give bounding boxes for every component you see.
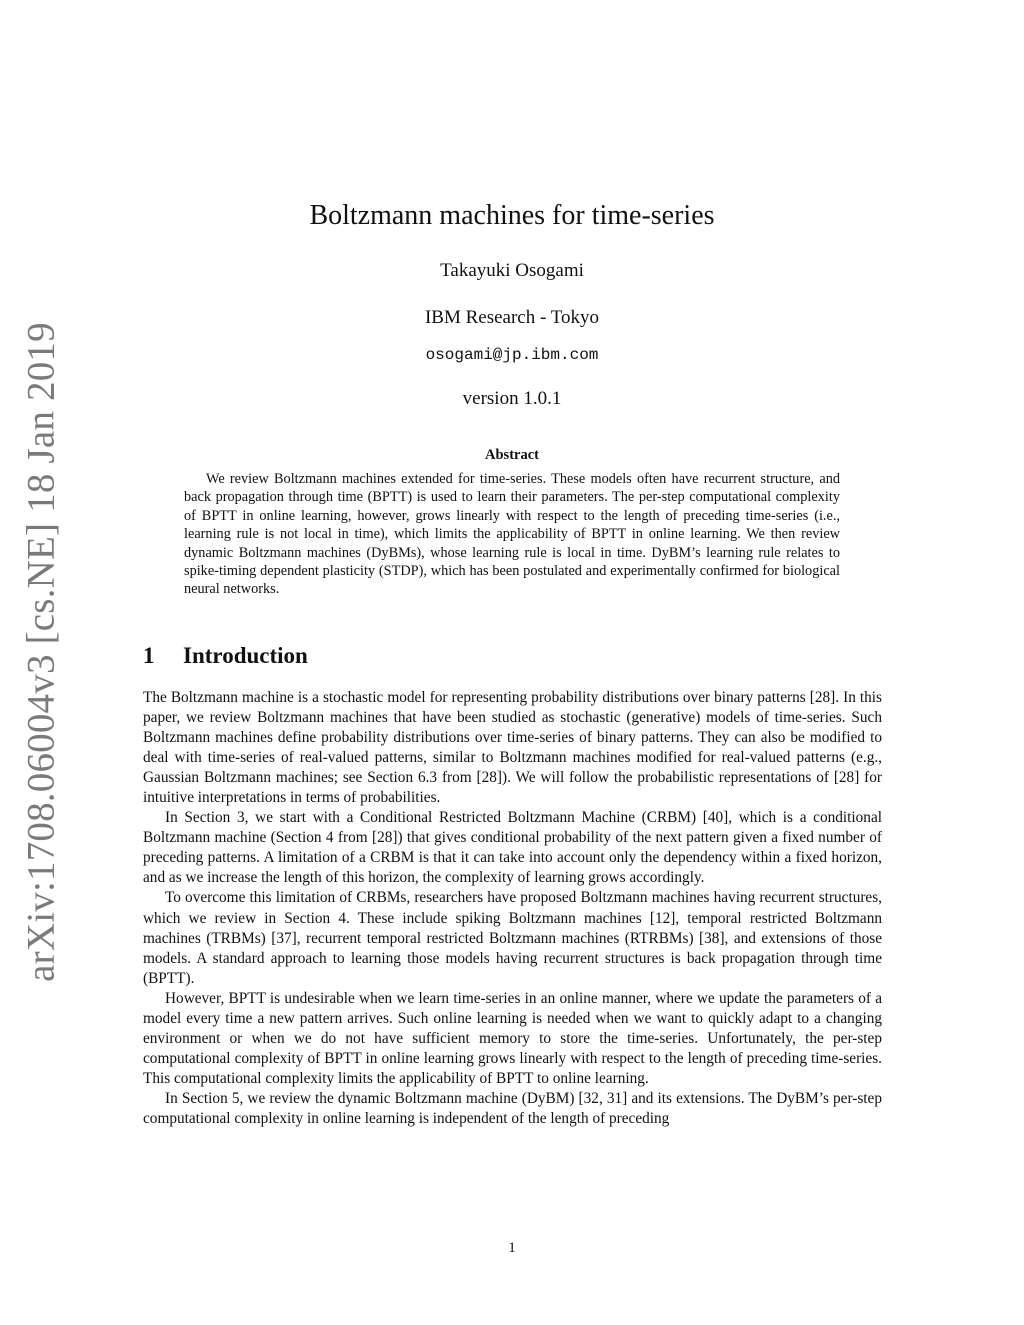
- page-number: 1: [508, 1240, 516, 1256]
- section-title: Introduction: [183, 643, 308, 668]
- body-text: [143, 688, 882, 1129]
- abstract: [184, 470, 840, 599]
- section-heading: [143, 643, 308, 669]
- arxiv-stamp-text: arXiv:1708.06004v3 [cs.NE] 18 Jan 2019: [19, 322, 63, 982]
- paragraph: In Section 5, we review the dynamic Boltzmann machine (DyBM) [32, 31] and its extensions. The DyBM’s per-step computational complexity in online learning is independent of the length of preceding: [143, 1089, 882, 1127]
- affiliation: IBM Research - Tokyo: [424, 307, 600, 328]
- abstract-heading: Abstract: [485, 447, 539, 463]
- author-email: osogami@jp.ibm.com: [425, 346, 599, 364]
- paragraph: To overcome this limitation of CRBMs, researchers have proposed Boltzmann machines having recurrent structures, which we review in Section 4. These include spiking Boltzmann machines [12], temporal restricted Boltzmann machines (TRBMs) [37], recurrent temporal restricted Boltzmann machines (RTRBMs) [38], and extensions of those models. A standard approach to learning those models having recurrent structures is back propagation through time (BPTT).: [143, 889, 882, 987]
- paragraph: In Section 3, we start with a Conditional Restricted Boltzmann Machine (CRBM) [40], which is a conditional Boltzmann machine (Section 4 from [28]) that gives conditional probability of the next pattern given a fixed number of preceding patterns. A limitation of a CRBM is that it can take into account only the dependency within a fixed horizon, and as we increase the length of this horizon, the complexity of learning grows accordingly.: [143, 809, 882, 887]
- author-name: Takayuki Osogami: [440, 260, 584, 281]
- abstract-text: We review Boltzmann machines extended for time-series. These models often have recurrent structure, and back propagation through time (BPTT) is used to learn their parameters. The per-step computational complexity of BPTT in online learning, however, grows linearly with respect to the length of preceding time-series (i.e., learning rule is not local in time), which limits the applicability of BPTT in online learning. We then review dynamic Boltzmann machines (DyBMs), whose learning rule is local in time. DyBM’s learning rule relates to spike-timing dependent plasticity (STDP), which has been postulated and experimentally confirmed for biological neural networks.: [184, 471, 840, 598]
- paragraph: However, BPTT is undesirable when we learn time-series in an online manner, where we update the parameters of a model every time a new pattern arrives. Such online learning is needed when we want to quickly adapt to a changing environment or when we do not have sufficient memory to store the time-series. Unfortunately, the per-step computational complexity of BPTT in online learning grows linearly with respect to the length of preceding time-series. This computational complexity limits the applicability of BPTT to online learning.: [143, 989, 882, 1087]
- section-number: 1: [143, 643, 155, 668]
- version-label: version 1.0.1: [462, 388, 562, 409]
- paper-title: Boltzmann machines for time-series: [309, 200, 715, 231]
- paragraph: The Boltzmann machine is a stochastic model for representing probability distributions over binary patterns [28]. In this paper, we review Boltzmann machines that have been studied as stochastic (generative) models of time-series. Such Boltzmann machines define probability distributions over time-series of binary patterns. They can also be modified to deal with time-series of real-valued patterns, similar to Boltzmann machines modified for real-valued patterns (e.g., Gaussian Boltzmann machines; see Section 6.3 from [28]). We will follow the probabilistic representations of [28] for intuitive interpretations in terms of probabilities.: [143, 689, 882, 807]
